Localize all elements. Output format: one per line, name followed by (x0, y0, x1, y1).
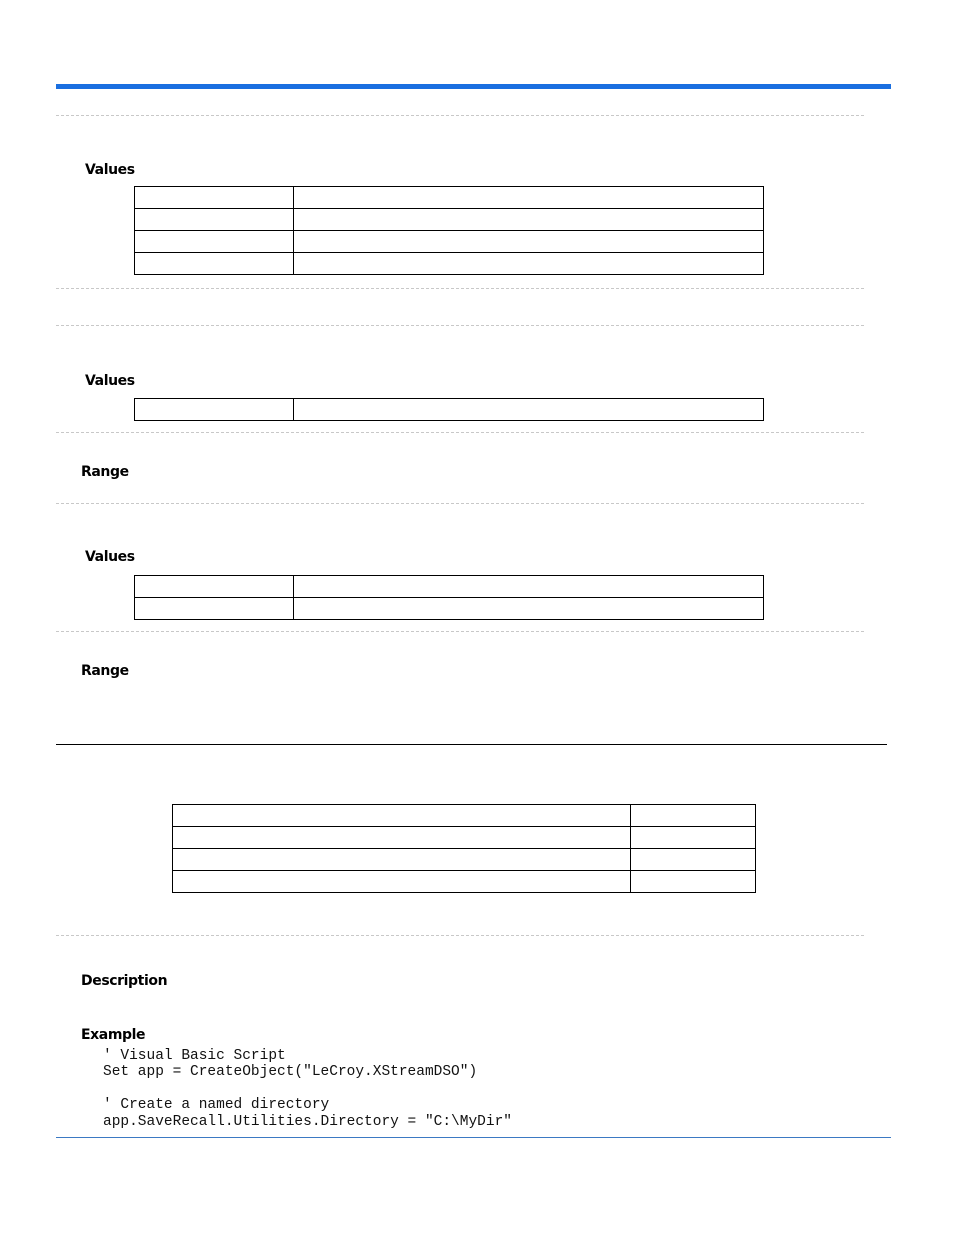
table-cell (294, 209, 764, 231)
table-row (173, 871, 756, 893)
table-row (135, 598, 764, 620)
table-cell (173, 805, 631, 827)
table-row (135, 209, 764, 231)
values-heading: Values (85, 162, 135, 178)
table-row (135, 576, 764, 598)
table-cell (294, 399, 764, 421)
table-cell (294, 253, 764, 275)
table-cell (135, 399, 294, 421)
table-cell (173, 871, 631, 893)
values-table-2 (134, 398, 764, 421)
range-heading: Range (81, 464, 129, 480)
summary-table (172, 804, 756, 893)
table-cell (173, 827, 631, 849)
table-cell (294, 576, 764, 598)
table-row (173, 827, 756, 849)
example-heading: Example (81, 1027, 146, 1043)
code-line: Set app = CreateObject("LeCroy.XStreamDSO") (103, 1064, 478, 1080)
table-row (135, 253, 764, 275)
table-cell (135, 576, 294, 598)
footer-rule (56, 1137, 891, 1138)
table-row (135, 231, 764, 253)
table-row (173, 849, 756, 871)
values-table-3 (134, 575, 764, 620)
table-cell (294, 598, 764, 620)
code-line: app.SaveRecall.Utilities.Directory = "C:\MyDir" (103, 1114, 512, 1130)
table-cell (631, 871, 756, 893)
section-separator (56, 325, 864, 326)
section-rule (56, 744, 887, 745)
table-cell (135, 253, 294, 275)
values-table-1 (134, 186, 764, 275)
values-heading: Values (85, 373, 135, 389)
table-cell (631, 827, 756, 849)
values-heading: Values (85, 549, 135, 565)
header-bar (56, 84, 891, 89)
section-separator (56, 288, 864, 289)
table-row (135, 187, 764, 209)
section-separator (56, 935, 864, 936)
table-cell (135, 209, 294, 231)
table-cell (135, 231, 294, 253)
table-cell (294, 187, 764, 209)
table-cell (173, 849, 631, 871)
section-separator (56, 432, 864, 433)
section-separator (56, 631, 864, 632)
description-heading: Description (81, 973, 168, 989)
table-row (135, 399, 764, 421)
table-cell (135, 187, 294, 209)
section-separator (56, 115, 864, 116)
code-comment-line: ' Create a named directory (103, 1097, 330, 1113)
range-heading: Range (81, 663, 129, 679)
table-cell (631, 805, 756, 827)
section-separator (56, 503, 864, 504)
code-comment-line: ' Visual Basic Script (103, 1048, 286, 1064)
table-cell (631, 849, 756, 871)
table-cell (135, 598, 294, 620)
table-row (173, 805, 756, 827)
table-cell (294, 231, 764, 253)
